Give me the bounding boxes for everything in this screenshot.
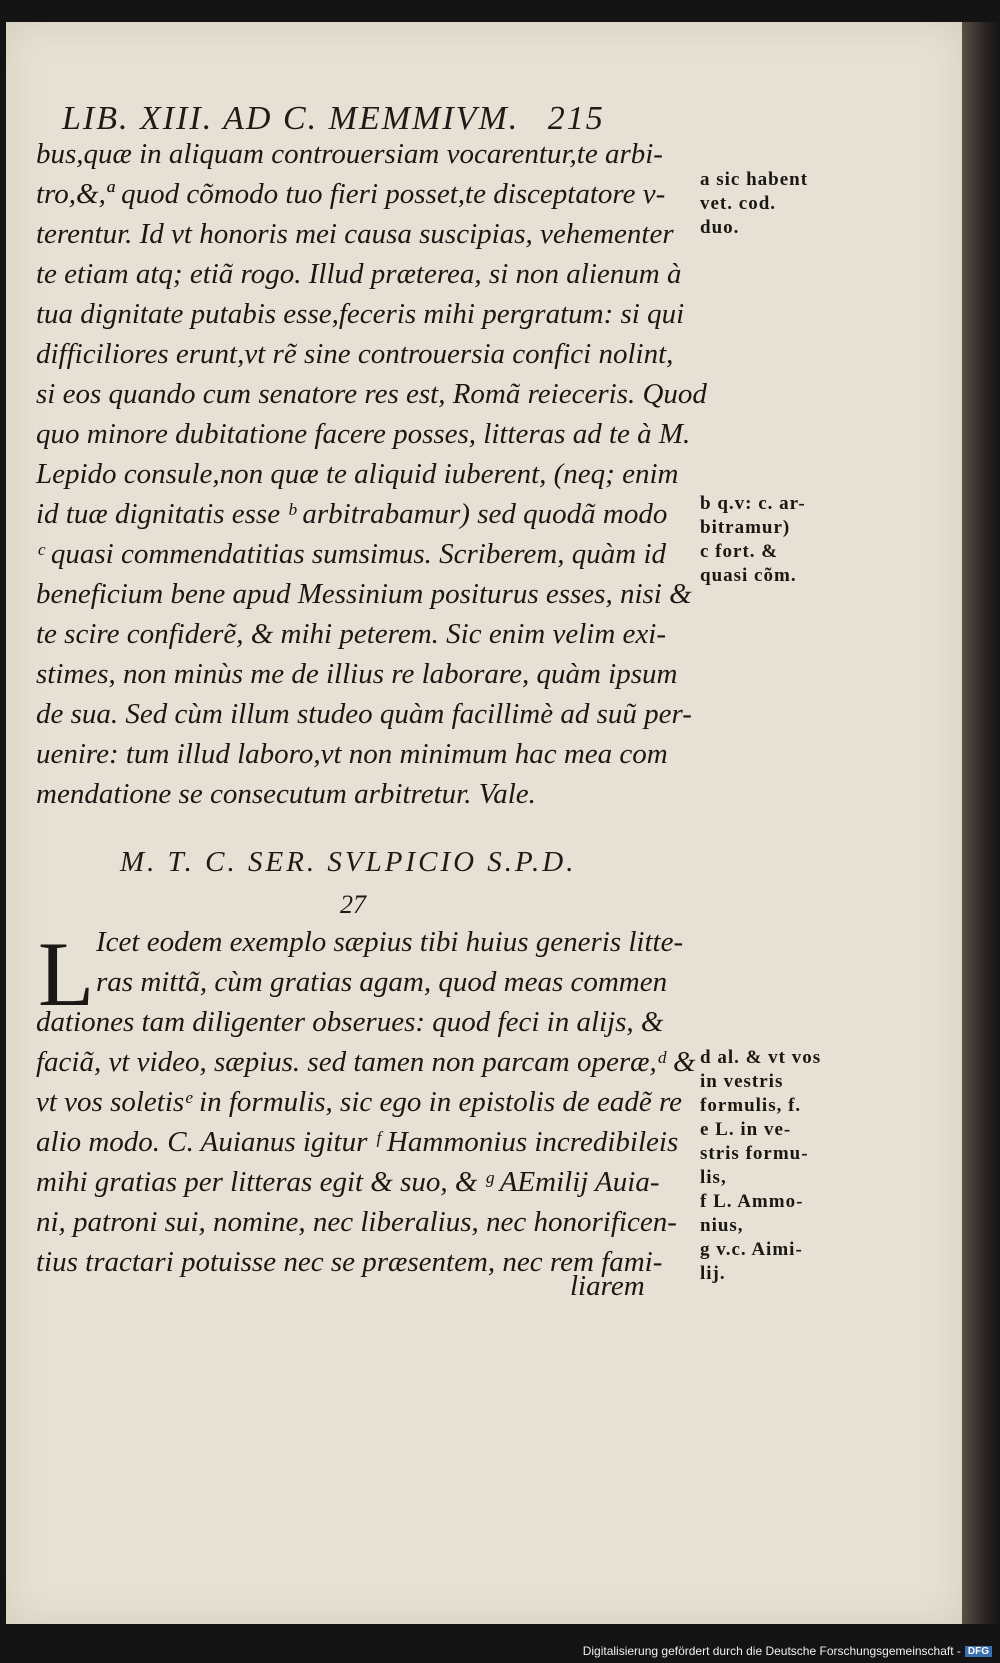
dfg-logo-icon: DFG <box>965 1646 992 1657</box>
text-line: uenire: tum illud laboro,vt non minimum hac mea com <box>36 738 668 770</box>
letter-1-body <box>36 134 707 814</box>
margin-note: vet. cod. <box>700 193 777 214</box>
margin-note: in vestris <box>700 1071 784 1092</box>
margin-note: lij. <box>700 1263 726 1284</box>
text-line: faciã, vt video, sæpius. sed tamen non parcam operæ,ᵈ & <box>36 1046 696 1078</box>
text-line: Lepido consule,non quæ te aliquid iuberent, (neq; enim <box>36 458 679 490</box>
margin-note: lis, <box>700 1167 727 1188</box>
margin-note: bitramur) <box>700 517 791 538</box>
text-line: te scire confiderẽ, & mihi peterem. Sic enim velim exi- <box>36 618 666 650</box>
margin-note: quasi cõm. <box>700 565 797 586</box>
header-title: LIB. XIII. AD C. MEMMIVM. <box>62 100 520 137</box>
margin-note: f L. Ammo- <box>700 1191 804 1212</box>
digitization-footer <box>583 1644 992 1658</box>
letter-2-body <box>36 922 696 1282</box>
text-line: dationes tam diligenter obserues: quod feci in alijs, & <box>36 1006 664 1038</box>
text-line: stimes, non minùs me de illius re laborare, quàm ipsum <box>36 658 678 690</box>
margin-note: b q.v: c. ar- <box>700 493 806 514</box>
footer-text: Digitalisierung gefördert durch die Deutsche Forschungsgemeinschaft - <box>582 1644 961 1658</box>
page-number: 215 <box>547 100 605 137</box>
margin-note: a sic habent <box>700 169 809 190</box>
text-line: ras mittã, cùm gratias agam, quod meas commen <box>96 966 668 998</box>
text-line: si eos quando cum senatore res est, Romã reieceris. Quod <box>36 378 707 410</box>
book-edge <box>962 22 1000 1624</box>
margin-note: formulis, f. <box>700 1095 802 1116</box>
margin-note: g v.c. Aimi- <box>700 1239 803 1260</box>
running-header <box>62 100 605 138</box>
text-line: mendatione se consecutum arbitretur. Vale. <box>36 778 536 810</box>
margin-note: e L. in ve- <box>700 1119 792 1140</box>
margin-notes-bc <box>700 492 860 588</box>
text-line: mihi gratias per litteras egit & suo, & ᵍ AEmilij Auia- <box>36 1166 660 1198</box>
letter-salutation: M. T. C. SER. SVLPICIO S.P.D. <box>120 846 577 878</box>
text-line: bus,quæ in aliquam controuersiam vocarentur,te arbi- <box>36 138 663 170</box>
text-line: Icet eodem exemplo sæpius tibi huius generis litte- <box>96 926 684 958</box>
text-line: ni, patroni sui, nomine, nec liberalius, nec honorificen- <box>36 1206 677 1238</box>
text-line: ᶜ quasi commendatitias sumsimus. Scriberem, quàm id <box>36 538 667 570</box>
text-line: id tuæ dignitatis esse ᵇ arbitrabamur) sed quodã modo <box>36 498 668 530</box>
margin-notes-a <box>700 168 860 240</box>
margin-note: c fort. & <box>700 541 779 562</box>
letter-number: 27 <box>340 890 366 919</box>
margin-note: duo. <box>700 217 740 238</box>
text-line: terentur. Id vt honoris mei causa suscipias, vehementer <box>36 218 674 250</box>
margin-note: stris formu- <box>700 1143 809 1164</box>
text-line: vt vos soletisᵉ in formulis, sic ego in epistolis de eadẽ re <box>36 1086 683 1118</box>
text-line: tro,&,ª quod cõmodo tuo fieri posset,te disceptatore v- <box>36 178 666 210</box>
text-line: tua dignitate putabis esse,feceris mihi pergratum: si qui <box>36 298 685 330</box>
text-line: tius tractari potuisse nec se præsentem, nec rem fami- <box>36 1246 663 1278</box>
text-line: te etiam atq; etiã rogo. Illud præterea, si non alienum à <box>36 258 682 290</box>
text-line: de sua. Sed cùm illum studeo quàm facillimè ad suũ per- <box>36 698 692 730</box>
text-line: difficiliores erunt,vt rẽ sine controuersia confici nolint, <box>36 338 674 370</box>
text-line: quo minore dubitatione facere posses, litteras ad te à M. <box>36 418 691 450</box>
catchword: liarem <box>570 1270 645 1302</box>
drop-cap-initial: L <box>38 923 95 1025</box>
text-line: alio modo. C. Auianus igitur ᶠ Hammonius incredibileis <box>36 1126 679 1158</box>
margin-notes-defg <box>700 1046 860 1286</box>
margin-note: d al. & vt vos <box>700 1047 822 1068</box>
text-line: beneficium bene apud Messinium positurus esses, nisi & <box>36 578 692 610</box>
margin-note: nius, <box>700 1215 744 1236</box>
